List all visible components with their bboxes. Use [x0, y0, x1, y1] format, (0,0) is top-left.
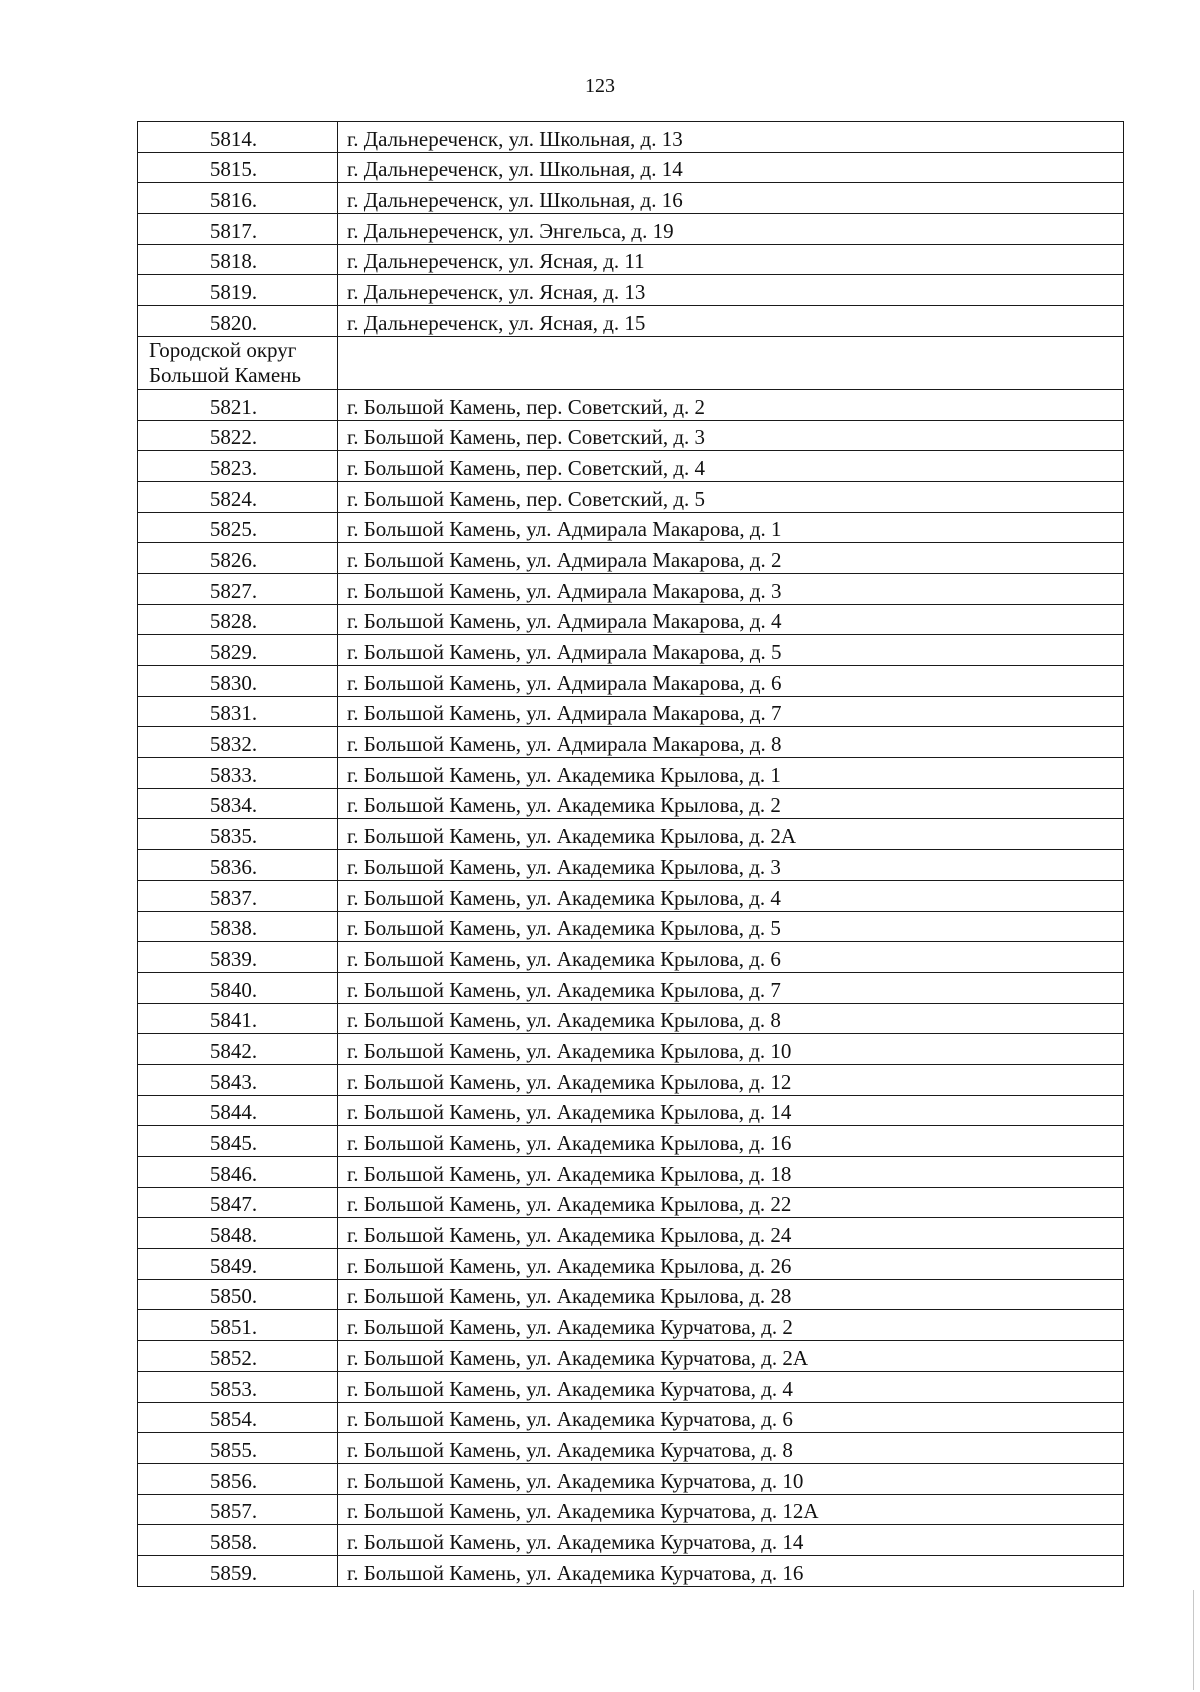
table-row	[138, 122, 1124, 153]
table-row	[138, 788, 1124, 819]
row-number-cell: 5817.	[138, 214, 338, 245]
table-row	[138, 942, 1124, 973]
address-cell: г. Большой Камень, ул. Адмирала Макарова, д. 1	[338, 512, 1124, 543]
address-cell: г. Большой Камень, ул. Академика Крылова, д. 28	[338, 1279, 1124, 1310]
table-row	[138, 1402, 1124, 1433]
address-cell: г. Большой Камень, ул. Адмирала Макарова, д. 2	[338, 543, 1124, 574]
address-cell: г. Большой Камень, ул. Академика Крылова, д. 2А	[338, 819, 1124, 850]
table-row	[138, 543, 1124, 574]
table-row	[138, 1095, 1124, 1126]
address-cell: г. Большой Камень, ул. Академика Крылова, д. 7	[338, 972, 1124, 1003]
row-number-cell: 5840.	[138, 972, 338, 1003]
address-cell: г. Дальнереченск, ул. Энгельса, д. 19	[338, 214, 1124, 245]
address-cell: г. Дальнереченск, ул. Школьная, д. 16	[338, 183, 1124, 214]
address-cell: г. Большой Камень, ул. Академика Крылова, д. 24	[338, 1218, 1124, 1249]
address-cell: г. Большой Камень, ул. Академика Крылова, д. 12	[338, 1064, 1124, 1095]
address-cell: г. Большой Камень, ул. Академика Крылова, д. 2	[338, 788, 1124, 819]
table-row	[138, 1218, 1124, 1249]
table-row	[138, 1525, 1124, 1556]
address-cell: г. Большой Камень, ул. Академика Крылова, д. 18	[338, 1157, 1124, 1188]
row-number-cell: 5833.	[138, 758, 338, 789]
address-cell: г. Большой Камень, ул. Академика Курчатова, д. 2А	[338, 1341, 1124, 1372]
table-row	[138, 1249, 1124, 1280]
group-label	[138, 336, 338, 389]
row-number-cell: 5846.	[138, 1157, 338, 1188]
row-number-cell: 5847.	[138, 1187, 338, 1218]
address-cell: г. Большой Камень, пер. Советский, д. 3	[338, 420, 1124, 451]
address-cell: г. Большой Камень, ул. Академика Крылова, д. 22	[338, 1187, 1124, 1218]
table-row	[138, 911, 1124, 942]
row-number-cell: 5853.	[138, 1371, 338, 1402]
address-cell: г. Большой Камень, ул. Академика Крылова, д. 14	[338, 1095, 1124, 1126]
address-cell: г. Большой Камень, ул. Академика Крылова, д. 26	[338, 1249, 1124, 1280]
row-number-cell: 5854.	[138, 1402, 338, 1433]
row-number-cell: 5818.	[138, 244, 338, 275]
address-cell: г. Большой Камень, ул. Академика Курчатова, д. 10	[338, 1463, 1124, 1494]
address-cell: г. Большой Камень, ул. Академика Крылова, д. 3	[338, 850, 1124, 881]
row-number-cell: 5830.	[138, 666, 338, 697]
table-row	[138, 972, 1124, 1003]
address-cell: г. Большой Камень, ул. Академика Крылова, д. 4	[338, 880, 1124, 911]
address-cell: г. Большой Камень, ул. Академика Крылова, д. 16	[338, 1126, 1124, 1157]
row-number-cell: 5838.	[138, 911, 338, 942]
row-number-cell: 5834.	[138, 788, 338, 819]
address-cell: г. Дальнереченск, ул. Ясная, д. 13	[338, 275, 1124, 306]
address-cell: г. Большой Камень, пер. Советский, д. 5	[338, 481, 1124, 512]
address-cell: г. Большой Камень, пер. Советский, д. 2	[338, 389, 1124, 420]
table-row	[138, 183, 1124, 214]
row-number-cell: 5816.	[138, 183, 338, 214]
address-cell: г. Большой Камень, ул. Академика Крылова, д. 1	[338, 758, 1124, 789]
scan-edge-line	[1193, 1590, 1194, 1690]
table-row	[138, 512, 1124, 543]
address-cell: г. Большой Камень, ул. Академика Курчатова, д. 6	[338, 1402, 1124, 1433]
address-cell: г. Большой Камень, ул. Академика Крылова, д. 6	[338, 942, 1124, 973]
row-number-cell: 5852.	[138, 1341, 338, 1372]
address-table	[137, 121, 1124, 1587]
table-row	[138, 1341, 1124, 1372]
table-row	[138, 696, 1124, 727]
table-row	[138, 666, 1124, 697]
row-number-cell: 5819.	[138, 275, 338, 306]
table-row	[138, 1003, 1124, 1034]
address-cell: г. Большой Камень, ул. Адмирала Макарова, д. 8	[338, 727, 1124, 758]
table-row	[138, 1463, 1124, 1494]
address-cell: г. Большой Камень, ул. Адмирала Макарова, д. 7	[338, 696, 1124, 727]
row-number-cell: 5837.	[138, 880, 338, 911]
address-cell: г. Большой Камень, ул. Академика Курчатова, д. 14	[338, 1525, 1124, 1556]
table-row	[138, 727, 1124, 758]
row-number-cell: 5851.	[138, 1310, 338, 1341]
row-number-cell: 5848.	[138, 1218, 338, 1249]
address-cell: г. Большой Камень, ул. Адмирала Макарова, д. 3	[338, 573, 1124, 604]
row-number-cell: 5823.	[138, 451, 338, 482]
row-number-cell: 5842.	[138, 1034, 338, 1065]
table-row	[138, 214, 1124, 245]
table-row	[138, 306, 1124, 337]
row-number-cell: 5855.	[138, 1433, 338, 1464]
row-number-cell: 5839.	[138, 942, 338, 973]
address-cell: г. Дальнереченск, ул. Ясная, д. 11	[338, 244, 1124, 275]
group-empty-cell	[338, 336, 1124, 389]
row-number-cell: 5820.	[138, 306, 338, 337]
table-row	[138, 152, 1124, 183]
table-row	[138, 389, 1124, 420]
address-cell: г. Большой Камень, ул. Адмирала Макарова, д. 5	[338, 635, 1124, 666]
row-number-cell: 5844.	[138, 1095, 338, 1126]
row-number-cell: 5843.	[138, 1064, 338, 1095]
row-number-cell: 5828.	[138, 604, 338, 635]
table-row	[138, 1555, 1124, 1586]
address-cell: г. Большой Камень, ул. Академика Курчатова, д. 16	[338, 1555, 1124, 1586]
table-row	[138, 1279, 1124, 1310]
table-row	[138, 420, 1124, 451]
row-number-cell: 5849.	[138, 1249, 338, 1280]
table-row	[138, 758, 1124, 789]
table-row	[138, 819, 1124, 850]
table-row	[138, 1433, 1124, 1464]
table-body-before-group	[138, 122, 1124, 337]
table-row	[138, 573, 1124, 604]
address-cell: г. Большой Камень, ул. Академика Курчатова, д. 12А	[338, 1494, 1124, 1525]
row-number-cell: 5815.	[138, 152, 338, 183]
table-body-after-group	[138, 389, 1124, 1586]
row-number-cell: 5845.	[138, 1126, 338, 1157]
table-row	[138, 244, 1124, 275]
address-cell: г. Дальнереченск, ул. Школьная, д. 13	[338, 122, 1124, 153]
address-cell: г. Дальнереченск, ул. Ясная, д. 15	[338, 306, 1124, 337]
table-row	[138, 1310, 1124, 1341]
row-number-cell: 5827.	[138, 573, 338, 604]
table-row	[138, 1126, 1124, 1157]
row-number-cell: 5835.	[138, 819, 338, 850]
row-number-cell: 5825.	[138, 512, 338, 543]
table-row	[138, 850, 1124, 881]
row-number-cell: 5841.	[138, 1003, 338, 1034]
address-cell: г. Большой Камень, ул. Академика Курчатова, д. 8	[338, 1433, 1124, 1464]
row-number-cell: 5850.	[138, 1279, 338, 1310]
table-row	[138, 635, 1124, 666]
row-number-cell: 5814.	[138, 122, 338, 153]
table-row	[138, 604, 1124, 635]
row-number-cell: 5857.	[138, 1494, 338, 1525]
address-cell: г. Большой Камень, пер. Советский, д. 4	[338, 451, 1124, 482]
address-cell: г. Большой Камень, ул. Академика Крылова, д. 10	[338, 1034, 1124, 1065]
row-number-cell: 5824.	[138, 481, 338, 512]
table-row	[138, 1371, 1124, 1402]
row-number-cell: 5832.	[138, 727, 338, 758]
table-body-group	[138, 336, 1124, 389]
address-cell: г. Большой Камень, ул. Академика Крылова, д. 8	[338, 1003, 1124, 1034]
group-label-line-2: Большой Камень	[149, 362, 301, 387]
row-number-cell: 5829.	[138, 635, 338, 666]
row-number-cell: 5826.	[138, 543, 338, 574]
group-row	[138, 336, 1124, 389]
page-number: 123	[585, 75, 615, 97]
row-number-cell: 5858.	[138, 1525, 338, 1556]
table-row	[138, 1494, 1124, 1525]
group-label-line-1: Городской округ	[149, 337, 297, 362]
address-cell: г. Большой Камень, ул. Адмирала Макарова, д. 6	[338, 666, 1124, 697]
row-number-cell: 5859.	[138, 1555, 338, 1586]
table-row	[138, 1064, 1124, 1095]
table-row	[138, 1187, 1124, 1218]
address-cell: г. Большой Камень, ул. Академика Курчатова, д. 4	[338, 1371, 1124, 1402]
row-number-cell: 5821.	[138, 389, 338, 420]
table-row	[138, 880, 1124, 911]
table-row	[138, 1034, 1124, 1065]
row-number-cell: 5831.	[138, 696, 338, 727]
row-number-cell: 5856.	[138, 1463, 338, 1494]
address-cell: г. Большой Камень, ул. Академика Крылова, д. 5	[338, 911, 1124, 942]
address-cell: г. Большой Камень, ул. Академика Курчатова, д. 2	[338, 1310, 1124, 1341]
table-row	[138, 275, 1124, 306]
address-cell: г. Большой Камень, ул. Адмирала Макарова, д. 4	[338, 604, 1124, 635]
row-number-cell: 5822.	[138, 420, 338, 451]
address-cell: г. Дальнереченск, ул. Школьная, д. 14	[338, 152, 1124, 183]
table-row	[138, 451, 1124, 482]
table-row	[138, 1157, 1124, 1188]
row-number-cell: 5836.	[138, 850, 338, 881]
table-row	[138, 481, 1124, 512]
